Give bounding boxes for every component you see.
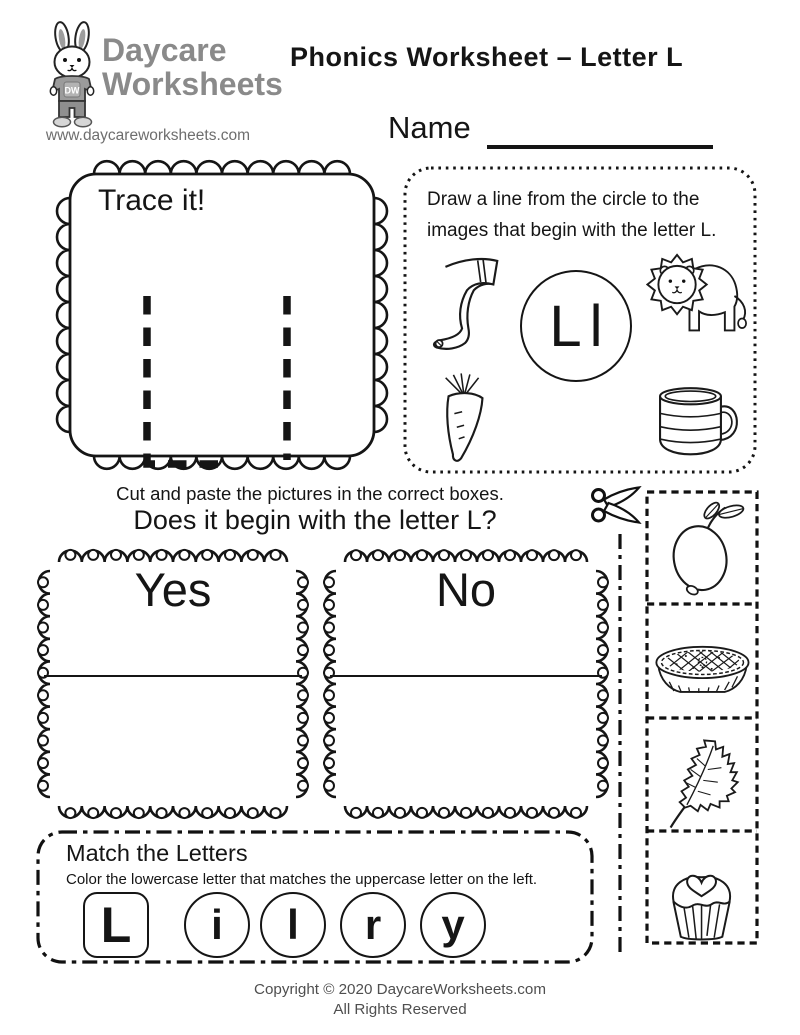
bunny-icon	[42, 20, 104, 128]
match-box	[36, 830, 594, 964]
brand-line2: Worksheets	[102, 66, 283, 102]
no-box	[322, 548, 610, 820]
circle-letters: Ll	[549, 293, 611, 359]
trace-letters	[54, 192, 390, 506]
cupcake-icon	[658, 852, 746, 944]
site-url: www.daycareworksheets.com	[45, 127, 251, 144]
yes-label: Yes	[134, 563, 212, 616]
lowercase-option-3: r	[340, 892, 406, 958]
lowercase-option-2: l	[260, 892, 326, 958]
lowercase-option-4: y	[420, 892, 486, 958]
draw-line-box	[403, 166, 757, 474]
uppercase-letter-box: L	[83, 892, 149, 958]
leg-icon	[421, 254, 509, 352]
trace-box	[54, 158, 390, 472]
pie-icon	[649, 638, 755, 698]
instruction-line1: Draw a line from the circle to the	[427, 189, 700, 210]
leaf-icon	[656, 735, 746, 833]
footer-rights: All Rights Reserved	[333, 1001, 467, 1018]
match-instruction: Color the lowercase letter that matches the uppercase letter on the left.	[66, 871, 538, 888]
letter-circle	[520, 270, 632, 382]
no-label: No	[435, 563, 497, 616]
name-label: Name	[388, 110, 471, 145]
match-title: Match the Letters	[66, 840, 248, 866]
cut-paste-instruction: Cut and paste the pictures in the correct boxes.	[116, 483, 504, 504]
cut-line	[617, 534, 623, 958]
brand-line1: Daycare	[102, 32, 227, 68]
footer-copyright: Copyright © 2020 DaycareWorksheets.com	[253, 981, 546, 998]
draw-line-instruction	[427, 184, 716, 247]
instruction-line2: images that begin with the letter L.	[427, 220, 717, 242]
lemon-icon	[659, 496, 747, 598]
cutout-column	[645, 490, 759, 945]
trace-title: Trace it!	[98, 184, 206, 217]
mug-icon	[652, 382, 748, 460]
yes-divider	[44, 675, 302, 677]
lion-icon	[646, 252, 754, 340]
carrot-icon	[432, 372, 500, 464]
question-text: Does it begin with the letter L?	[133, 505, 497, 535]
scissors-icon	[590, 484, 642, 530]
name-line	[487, 145, 713, 149]
lowercase-option-1: i	[184, 892, 250, 958]
trace-letter-L	[147, 296, 222, 464]
yes-box	[36, 548, 310, 820]
page-title: Phonics Worksheet – Letter L	[290, 42, 684, 72]
no-divider	[330, 675, 602, 677]
logo-badge: DW	[64, 85, 80, 96]
